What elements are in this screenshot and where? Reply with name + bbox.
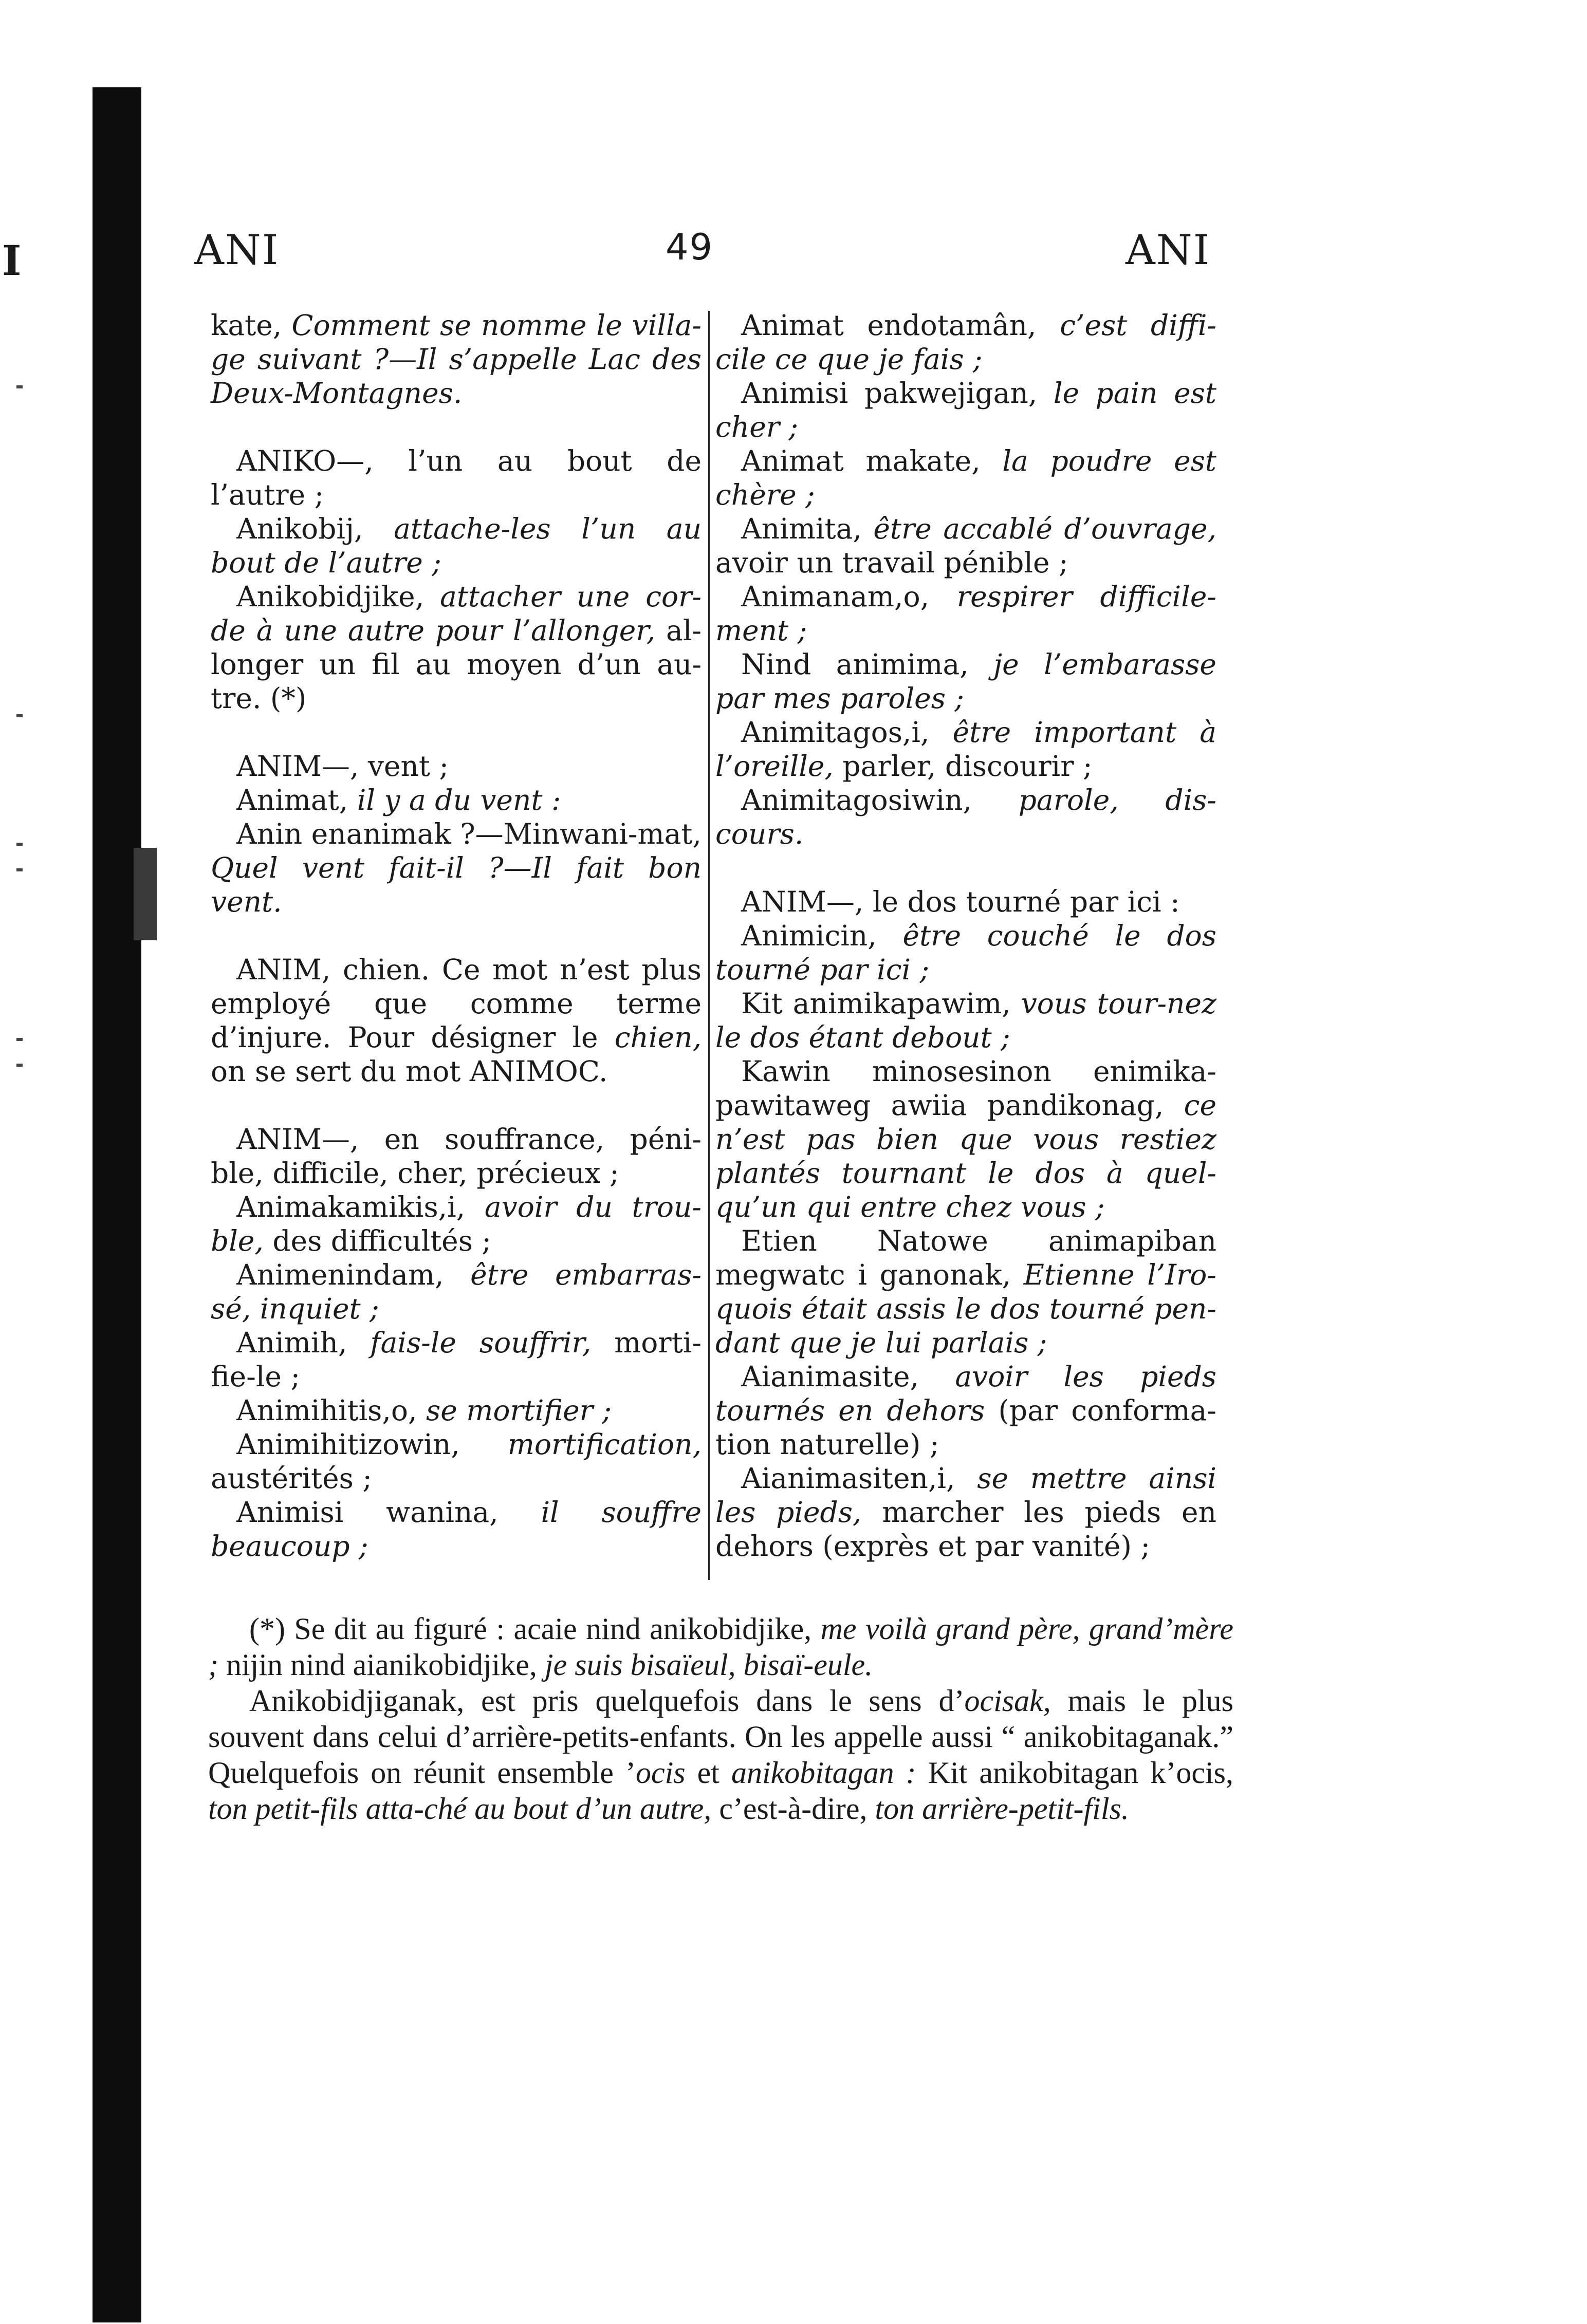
dictionary-entry — [211, 817, 702, 919]
entry-text: Anikobij, — [236, 512, 394, 545]
entry-text: Aianimasiten,i, — [741, 1462, 977, 1495]
italic-gloss: ocisak, — [964, 1684, 1051, 1718]
entry-text: Kit anikobitagan k’ocis, — [916, 1756, 1234, 1790]
dictionary-entry — [715, 1224, 1216, 1360]
book-binding-shadow — [93, 87, 141, 2322]
entry-text: Animitagos,i, — [741, 716, 953, 749]
left-column — [211, 308, 702, 1563]
italic-gloss: être couché le dos tourné par ici ; — [715, 919, 1216, 986]
margin-tick — [16, 868, 23, 871]
entry-text: Animita, — [741, 512, 874, 545]
dictionary-entry — [715, 715, 1216, 783]
italic-gloss: ce n’est pas bien que vous restiez plantés tournant le dos à quel-qu’un qui entre chez vous ; — [715, 1089, 1216, 1223]
margin-tick — [16, 1038, 23, 1041]
entry-text: mais le plus souvent dans celui d’arrière-petits-enfants. On les appelle aussi “ anikobitaganak.” Quelquefois on réunit ensemble ’ — [208, 1684, 1233, 1790]
italic-gloss: anikobitagan : — [731, 1756, 916, 1790]
dictionary-entry — [715, 647, 1216, 715]
dictionary-entry — [715, 1054, 1216, 1224]
margin-tick — [16, 385, 23, 388]
entry-text: Animihitis,o, — [236, 1394, 426, 1427]
entry-text: Etien Natowe animapiban megwatc i ganonak, — [715, 1224, 1216, 1291]
italic-gloss: vous tour-nez le dos étant debout ; — [715, 987, 1216, 1054]
dictionary-entry — [211, 953, 702, 1088]
italic-gloss: ton petit-fils atta-ché au bout d’un autre, — [208, 1792, 712, 1826]
entry-text: des difficultés ; — [263, 1224, 491, 1257]
entry-text: et — [685, 1756, 731, 1790]
dictionary-entry — [715, 1461, 1216, 1563]
italic-gloss: avoir du trou-ble, — [211, 1191, 702, 1257]
entry-text: Animisi wanina, — [236, 1496, 541, 1529]
italic-gloss: la poudre est chère ; — [715, 444, 1216, 511]
entry-text: Animicin, — [741, 919, 903, 952]
entry-text: Kit animikapawim, — [741, 987, 1021, 1020]
italic-gloss: ton arrière-petit-fils. — [875, 1792, 1129, 1826]
footnote — [208, 1611, 1233, 1827]
margin-tick — [16, 714, 23, 717]
entry-text: Animihitizowin, — [236, 1428, 508, 1461]
italic-gloss: avoir les pieds tournés en dehors — [715, 1360, 1216, 1427]
dictionary-entry — [211, 308, 702, 410]
entry-text: Anikobidjiganak, est pris quelquefois dans le sens d’ — [249, 1684, 965, 1718]
dictionary-entry — [715, 783, 1216, 851]
entry-text: Animisi pakwejigan, — [741, 377, 1054, 410]
margin-tick — [16, 1064, 23, 1067]
dictionary-entry — [211, 783, 702, 817]
italic-gloss: Quel vent fait-il ?—Il fait bon vent. — [211, 851, 702, 918]
dictionary-entry — [211, 1190, 702, 1258]
dictionary-entry — [715, 308, 1216, 376]
italic-gloss: attache-les l’un au bout de l’autre ; — [211, 512, 702, 579]
entry-text: Animakamikis,i, — [236, 1191, 485, 1223]
entry-text: Nind animima, — [741, 648, 994, 681]
italic-gloss: être embarras-sé, inquiet ; — [211, 1258, 702, 1325]
entry-text: morti-fie-le ; — [211, 1326, 702, 1393]
dictionary-entry — [211, 580, 702, 715]
entry-text: Anikobidjike, — [236, 580, 440, 613]
entry-text: Animanam,o, — [741, 580, 957, 613]
italic-gloss: je suis bisaïeul, bisaï-eule. — [544, 1648, 873, 1682]
entry-text: (par conforma-tion naturelle) ; — [715, 1394, 1216, 1461]
italic-gloss: mortification, — [507, 1428, 702, 1461]
entry-text: ANIM—, vent ; — [236, 750, 449, 783]
entry-text: Animitagosiwin, — [741, 784, 1019, 816]
entry-text: Animat endotamân, — [741, 309, 1060, 342]
dictionary-entry — [211, 444, 702, 512]
dictionary-entry — [211, 1258, 702, 1326]
dictionary-entry — [211, 1122, 702, 1190]
footnote-paragraph — [208, 1611, 1233, 1683]
italic-gloss: se mettre ainsi les pieds, — [715, 1462, 1217, 1529]
entry-text: c’est-à-dire, — [711, 1792, 875, 1826]
dictionary-entry — [211, 1326, 702, 1393]
entry-text: Aianimasite, — [741, 1360, 955, 1393]
column-divider — [708, 311, 710, 1580]
italic-gloss: il souffre beaucoup ; — [211, 1496, 702, 1563]
entry-text: ANIKO—, l’un au bout de l’autre ; — [211, 444, 702, 511]
entry-text: Kawin minosesinon enimika-pawitaweg awiia pandikonag, — [715, 1055, 1216, 1122]
italic-gloss: fais-le souffrir, — [370, 1326, 592, 1359]
italic-gloss: être accablé d’ouvrage, — [873, 512, 1216, 545]
italic-gloss: Comment se nomme le villa-ge suivant ?—Il s’appelle Lac des Deux-Montagnes. — [211, 309, 702, 410]
dictionary-entry — [715, 580, 1216, 647]
dictionary-entry — [211, 1427, 702, 1495]
binding-edge-shadow — [134, 848, 157, 940]
dictionary-entry — [715, 987, 1216, 1054]
italic-gloss: parole, dis-cours. — [715, 784, 1216, 850]
italic-gloss: le pain est cher ; — [715, 377, 1216, 443]
margin-tick — [16, 843, 23, 846]
dictionary-entry — [211, 749, 702, 783]
italic-gloss: c’est diffi-cile ce que je fais ; — [715, 309, 1216, 376]
entry-text: Animenindam, — [236, 1258, 471, 1291]
dictionary-entry — [715, 376, 1216, 444]
entry-text: ANIM—, le dos tourné par ici : — [741, 885, 1180, 918]
entry-text: austérités ; — [211, 1462, 372, 1495]
page-number: 49 — [666, 226, 714, 268]
italic-gloss: Etienne l’Iro-quois était assis le dos tourné pen-dant que je lui parlais ; — [715, 1258, 1216, 1359]
entry-text: on se sert du mot ANIMOC. — [211, 1055, 608, 1088]
entry-text: al-longer un fil au moyen d’un au-tre. (*) — [211, 614, 702, 715]
italic-gloss: être important à l’oreille, — [715, 716, 1216, 783]
italic-gloss: respirer difficile-ment ; — [715, 580, 1216, 647]
entry-text: ANIM, chien. Ce mot n’est plus employé que comme terme d’injure. Pour désigner le — [211, 953, 702, 1054]
entry-text: Animih, — [236, 1326, 371, 1359]
entry-text: Animat makate, — [741, 444, 1003, 477]
entry-text: marcher les pieds en dehors (exprès et par vanité) ; — [715, 1496, 1216, 1563]
dictionary-entry — [715, 885, 1216, 919]
entry-text: Animat, — [236, 784, 357, 816]
dictionary-entry — [211, 512, 702, 580]
margin-mark: I — [2, 236, 22, 285]
entry-text: parler, discourir ; — [833, 750, 1093, 783]
footnote-paragraph — [208, 1683, 1233, 1827]
dictionary-entry — [715, 1360, 1216, 1461]
italic-gloss: se mortifier ; — [426, 1394, 612, 1427]
italic-gloss: chien, — [614, 1021, 702, 1054]
italic-gloss: je l’embarasse par mes paroles ; — [715, 648, 1216, 715]
running-header-left: ANI — [194, 226, 280, 274]
right-column — [715, 308, 1216, 1563]
dictionary-entry — [211, 1393, 702, 1427]
entry-text: nijin nind aianikobidjike, — [218, 1648, 545, 1682]
entry-text: ANIM—, en souffrance, péni-ble, difficile, cher, précieux ; — [211, 1123, 702, 1189]
dictionary-entry — [211, 1495, 702, 1563]
italic-gloss: attacher une cor-de à une autre pour l’allonger, — [211, 580, 702, 647]
entry-text: avoir un travail pénible ; — [715, 546, 1068, 579]
dictionary-entry — [715, 512, 1216, 580]
entry-text: (*) Se dit au figuré : acaie nind anikobidjike, — [249, 1612, 821, 1646]
entry-text: Anin enanimak ?—Minwani-mat, — [236, 817, 702, 850]
italic-gloss: il y a du vent : — [357, 784, 561, 816]
italic-gloss: me voilà grand père, grand’mère ; — [208, 1612, 1233, 1682]
dictionary-entry — [715, 444, 1216, 512]
italic-gloss: ocis — [635, 1756, 686, 1790]
running-header-right: ANI — [1125, 226, 1211, 274]
entry-text: kate, — [211, 309, 292, 342]
dictionary-entry — [715, 919, 1216, 987]
